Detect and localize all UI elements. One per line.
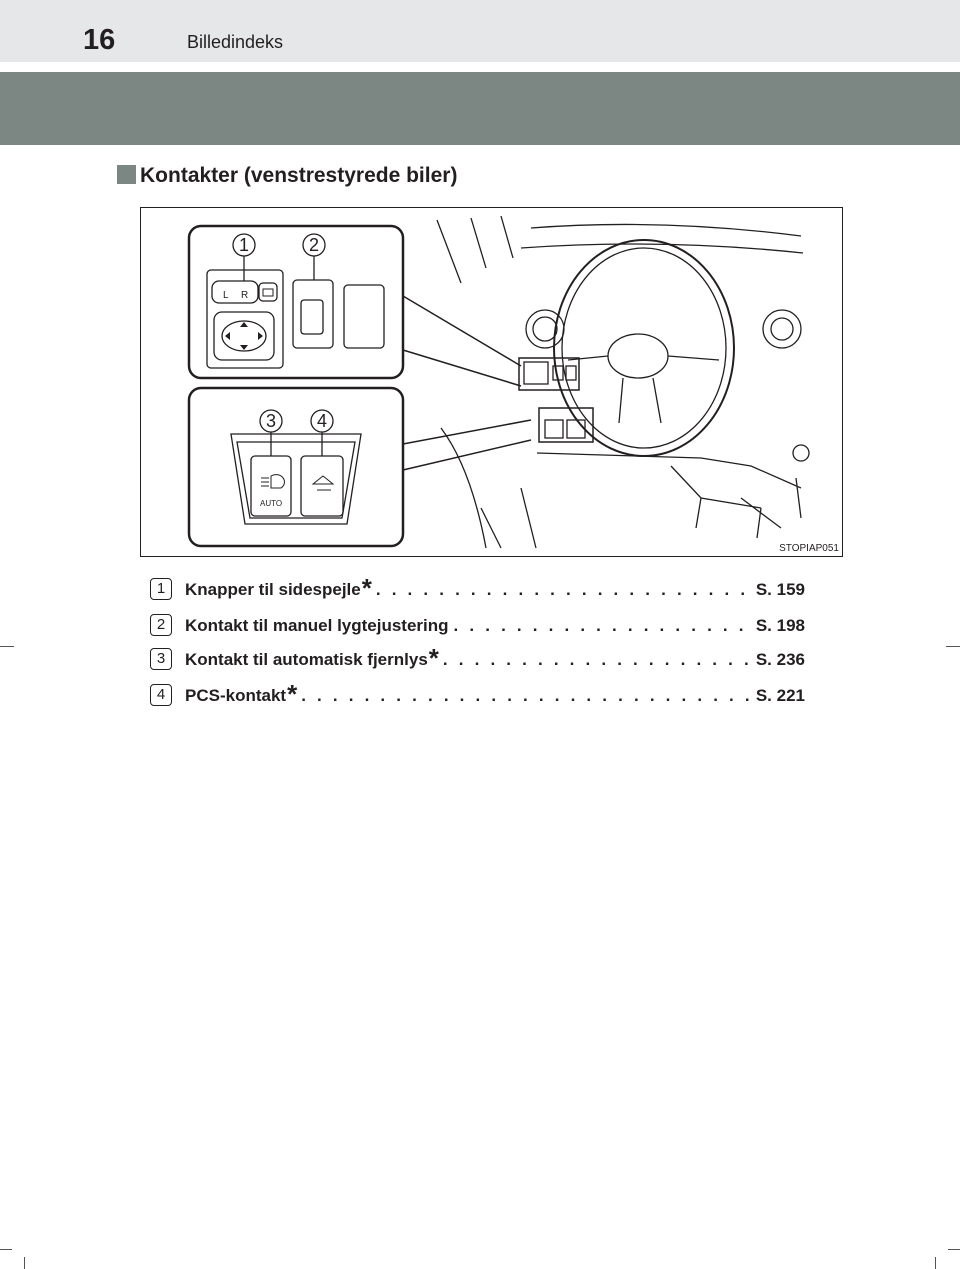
light-switch-detail-panel (189, 388, 403, 546)
page-reference[interactable]: S. 236 (755, 650, 805, 669)
section-marker-square (117, 165, 136, 184)
item-label: Kontakt til automatisk fjernlys (185, 650, 428, 669)
item-label: PCS-kontakt (185, 686, 287, 705)
dot-leader (443, 650, 752, 670)
dot-leader (376, 580, 752, 600)
list-item: 1 Knapper til sidespejle * . . . S. 159 (150, 576, 805, 604)
auto-label: AUTO (260, 499, 283, 508)
page-header (0, 0, 960, 62)
crop-mark (948, 1249, 960, 1250)
mirror-right-label: R (241, 290, 249, 301)
item-number-badge: 4 (150, 684, 172, 706)
crop-mark (0, 646, 14, 647)
chapter-title: Billedindeks (187, 32, 284, 52)
page-reference[interactable]: S. 221 (755, 686, 805, 705)
dot-leader (454, 616, 752, 636)
page-reference[interactable]: S. 159 (755, 580, 805, 599)
crop-mark (935, 1257, 936, 1269)
item-number-badge: 2 (150, 614, 172, 636)
crop-mark (0, 1249, 12, 1250)
dashboard-illustration (140, 207, 843, 557)
callout-3: 3 (265, 411, 277, 431)
item-number-badge: 1 (150, 578, 172, 600)
crop-mark (24, 1257, 25, 1269)
list-item: 3 Kontakt til automatisk fjernlys * . . . S. 236 (150, 646, 805, 674)
item-number-badge: 3 (150, 648, 172, 670)
item-label: Kontakt til manuel lygtejustering (185, 616, 449, 635)
item-label: Knapper til sidespejle (185, 580, 361, 599)
section-title: Kontakter (venstrestyrede biler) (140, 164, 458, 187)
dot-leader (301, 686, 752, 706)
callout-4: 4 (316, 411, 328, 431)
page-number: 16 (83, 24, 116, 56)
mirror-left-label: L (223, 290, 229, 301)
callout-1: 1 (238, 235, 250, 255)
callout-2: 2 (308, 235, 320, 255)
dashboard-drawing (141, 208, 842, 556)
illustration-code: STOPIAP051 (779, 543, 839, 554)
crop-mark (946, 646, 960, 647)
header-band (0, 72, 960, 145)
list-item (150, 612, 805, 640)
page-reference[interactable]: S. 198 (755, 616, 805, 635)
list-item: 4 PCS-kontakt * . . . S. 221 (150, 682, 805, 710)
mirror-switch-detail-panel (189, 226, 403, 378)
